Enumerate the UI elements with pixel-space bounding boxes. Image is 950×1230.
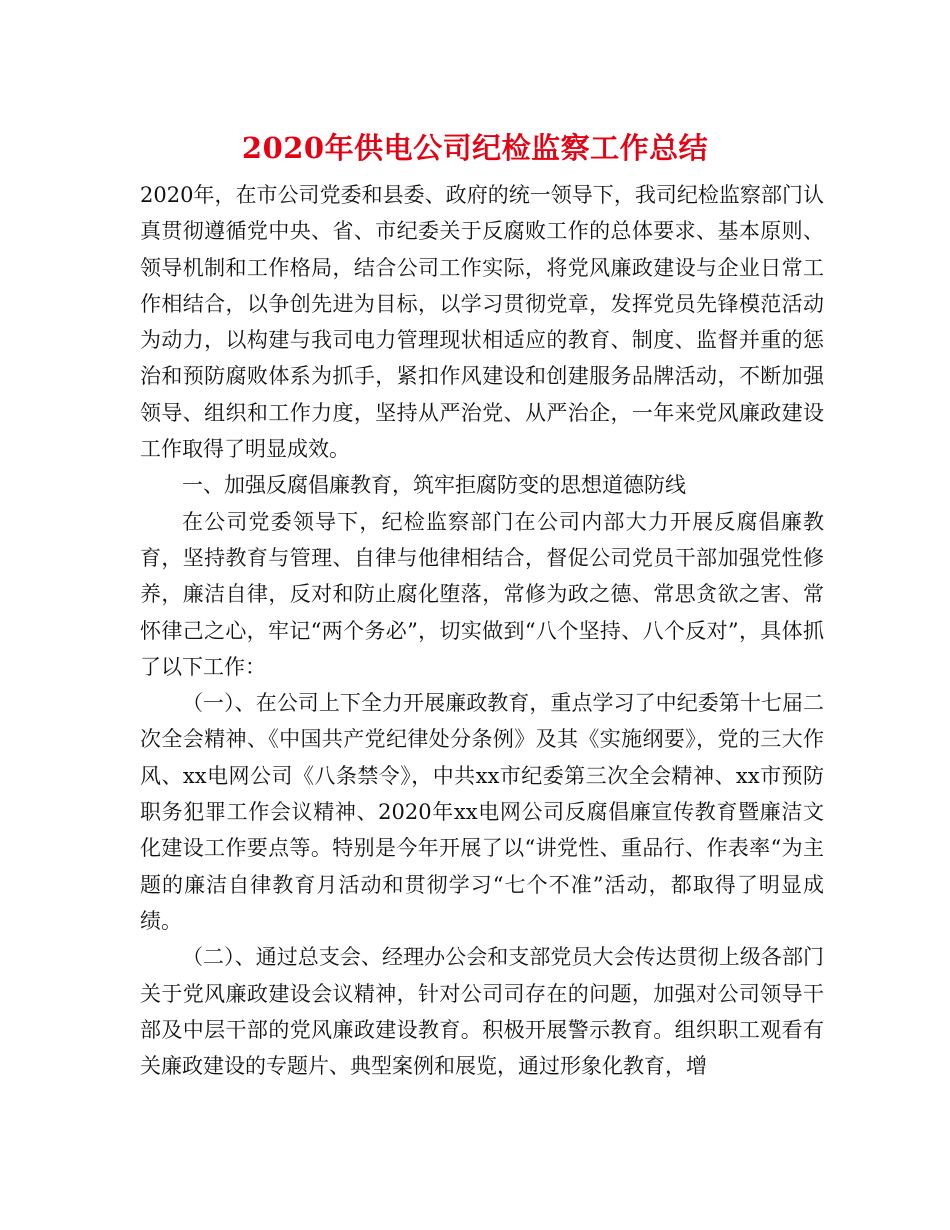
document-title: 2020年供电公司纪检监察工作总结: [241, 131, 709, 165]
document-body: [140, 177, 824, 1084]
paragraph-item-1: （一）、在公司上下全力开展廉政教育，重点学习了中纪委第十七届二次全会精神、《中国共产党纪律处分条例》及其《实施纲要》，党的三大作风、xx电网公司《八条禁令》，中共xx市纪委第三次全会精神、xx市预防职务犯罪工作会议精神、2020年xx电网公司反腐倡廉宣传教育暨廉洁文化建设工作要点等。特别是今年开展了以“讲党性、重品行、作表率“为主题的廉洁自律教育月活动和贯彻学习“七个不准”活动，都取得了明显成绩。: [140, 691, 824, 933]
section-heading-1: 一、加强反腐倡廉教育，筑牢拒腐防变的思想道德防线: [182, 473, 686, 498]
paragraph-intro: 2020年，在市公司党委和县委、政府的统一领导下，我司纪检监察部门认真贯彻遵循党中央、省、市纪委关于反腐败工作的总体要求、基本原则、领导机制和工作格局，结合公司工作实际，将党风廉政建设与企业日常工作相结合，以争创先进为目标，以学习贯彻党章，发挥党员先锋模范活动为动力，以构建与我司电力管理现状相适应的教育、制度、监督并重的惩治和预防腐败体系为抓手，紧扣作风建设和创建服务品牌活动，不断加强领导、组织和工作力度，坚持从严治党、从严治企，一年来党风廉政建设工作取得了明显成效。: [140, 183, 824, 462]
paragraph-education: 在公司党委领导下，纪检监察部门在公司内部大力开展反腐倡廉教育，坚持教育与管理、自律与他律相结合，督促公司党员干部加强党性修养，廉洁自律，反对和防止腐化堕落，常修为政之德、常思贪欲之害、常怀律己之心，牢记“两个务必”，切实做到“八个坚持、八个反对”，具体抓了以下工作：: [140, 509, 824, 679]
paragraph-item-2: （二）、通过总支会、经理办公会和支部党员大会传达贯彻上级各部门关于党风廉政建设会议精神，针对公司司存在的问题，加强对公司领导干部及中层干部的党风廉政建设教育。积极开展警示教育。组织职工观看有关廉政建设的专题片、典型案例和展览，通过形象化教育，增: [140, 945, 824, 1079]
